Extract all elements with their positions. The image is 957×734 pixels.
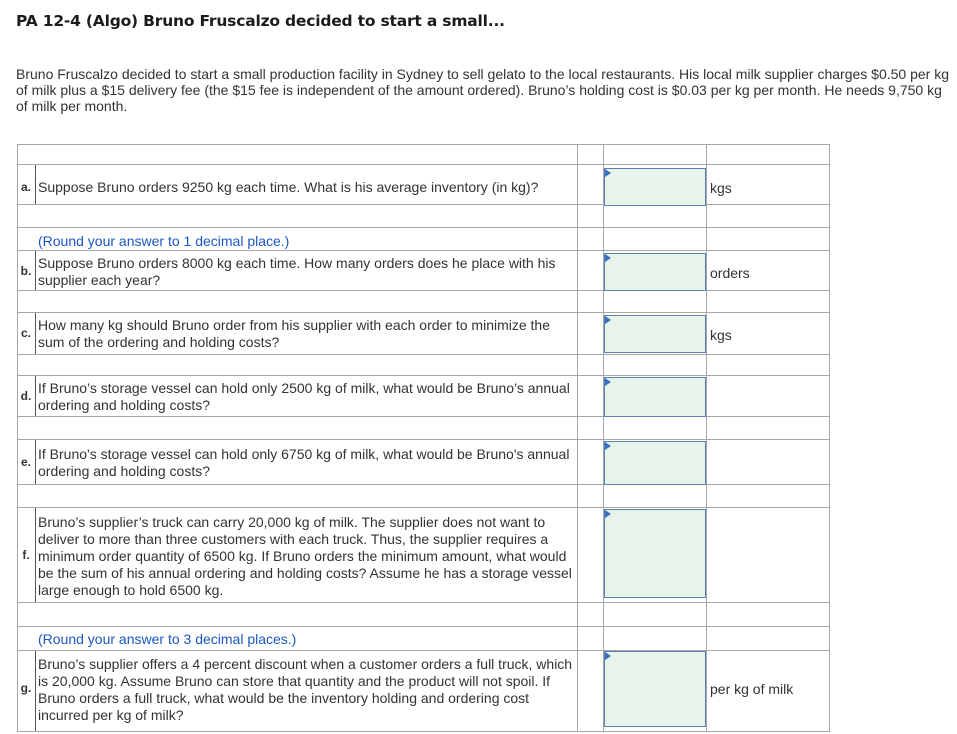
problem-intro: Bruno Fruscalzo decided to start a small production facility in Sydney to sell gelato to the local restaurants. His local milk supplier charges $0.50 per kg of milk plus a $15 delivery fee (the $15 fee is independent of the amount ordered). Bruno’s holding cost is $0.03 per kg per month. He needs 9,750 kg of milk per month. — [16, 66, 950, 114]
question-f-answer-input[interactable] — [605, 510, 705, 597]
question-e-answer-input[interactable] — [605, 442, 705, 484]
question-g-letter: g. — [20, 681, 32, 695]
question-c-answer-input[interactable] — [605, 316, 705, 352]
question-c-text: How many kg should Bruno order from his supplier with each order to minimize the sum of the ordering and holding costs? — [38, 317, 551, 350]
answer-marker-icon — [605, 254, 611, 262]
question-b-answer-field[interactable] — [604, 253, 706, 291]
question-g-answer-input[interactable] — [605, 652, 705, 726]
question-d-letter: d. — [20, 389, 32, 403]
question-f-letter: f. — [22, 548, 30, 562]
question-f-text: Bruno’s supplier’s truck can carry 20,000 kg of milk. The supplier does not want to deliver to more than three customers with each truck. Thus, the supplier requires a minimum order quantity of 6500 kg. If Bruno orders the minimum amount, what would be the sum of his annual ordering and holding costs? Assume he has a storage vessel large enough to hold 6500 kg. — [38, 514, 572, 598]
question-b-unit: orders — [710, 265, 750, 281]
question-g-unit: per kg of milk — [710, 681, 794, 697]
question-b-text: Suppose Bruno orders 8000 kg each time. How many orders does he place with his supplier each year? — [38, 255, 556, 288]
grid-line — [17, 250, 830, 251]
question-b-hint: (Round your answer to 1 decimal place.) — [38, 233, 290, 249]
grid-line — [17, 416, 830, 417]
question-d-text: If Bruno’s storage vessel can hold only 2500 kg of milk, what would be Bruno’s annual ordering and holding costs? — [38, 380, 570, 413]
row-divider — [35, 508, 36, 602]
grid-line — [17, 164, 830, 165]
question-c-letter: c. — [20, 326, 31, 340]
question-d-answer-input[interactable] — [605, 378, 705, 416]
answer-marker-icon — [605, 442, 611, 450]
answer-marker-icon — [605, 169, 611, 177]
question-b-letter: b. — [20, 264, 32, 278]
grid-line — [17, 354, 830, 355]
grid-line — [17, 204, 830, 205]
answer-marker-icon — [605, 378, 611, 386]
question-a-answer-field[interactable] — [604, 168, 706, 206]
question-e-letter: e. — [20, 455, 31, 469]
question-g-hint: (Round your answer to 3 decimal places.) — [38, 631, 297, 647]
grid-line — [17, 731, 830, 732]
question-g-answer-field[interactable] — [604, 651, 706, 727]
grid-line — [17, 290, 830, 291]
question-e-answer-field[interactable] — [604, 441, 706, 485]
question-c-unit: kgs — [710, 327, 732, 343]
grid-line — [17, 227, 830, 228]
row-divider — [35, 376, 36, 416]
grid-line — [17, 507, 830, 508]
page-title: PA 12-4 (Algo) Bruno Fruscalzo decided to start a small... — [16, 12, 505, 30]
row-divider — [35, 251, 36, 290]
answer-marker-icon — [605, 316, 611, 324]
row-divider — [35, 165, 36, 204]
question-g-text: Bruno’s supplier offers a 4 percent discount when a customer orders a full truck, which is 20,000 kg. Assume Bruno can store that quantity and the product will not spoil. If Bruno orders a full truck, what would be the inventory holding and ordering cost incurred per kg of milk? — [38, 656, 573, 723]
grid-line — [17, 602, 830, 603]
grid-line — [17, 484, 830, 485]
grid-line — [17, 312, 830, 313]
question-b-answer-input[interactable] — [605, 254, 705, 290]
question-a-letter: a. — [20, 180, 31, 194]
row-divider — [35, 313, 36, 354]
grid-line — [17, 439, 830, 440]
question-f-answer-field[interactable] — [604, 509, 706, 598]
question-e-text: If Bruno's storage vessel can hold only 6750 kg of milk, what would be Bruno's annual ordering and holding costs? — [38, 446, 570, 479]
question-a-answer-input[interactable] — [605, 169, 705, 205]
grid-line — [829, 144, 830, 732]
grid-line — [17, 144, 18, 732]
grid-line — [17, 650, 830, 651]
question-a-unit: kgs — [710, 180, 732, 196]
answer-marker-icon — [605, 510, 611, 518]
row-divider — [35, 440, 36, 484]
grid-line — [706, 144, 707, 732]
grid-line — [17, 375, 830, 376]
question-c-answer-field[interactable] — [604, 315, 706, 353]
grid-line — [603, 144, 604, 732]
grid-line — [17, 626, 830, 627]
question-table — [17, 144, 830, 734]
question-d-answer-field[interactable] — [604, 377, 706, 417]
row-divider — [35, 651, 36, 731]
grid-line — [17, 144, 830, 145]
answer-marker-icon — [605, 652, 611, 660]
question-a-text: Suppose Bruno orders 9250 kg each time. What is his average inventory (in kg)? — [38, 179, 539, 195]
